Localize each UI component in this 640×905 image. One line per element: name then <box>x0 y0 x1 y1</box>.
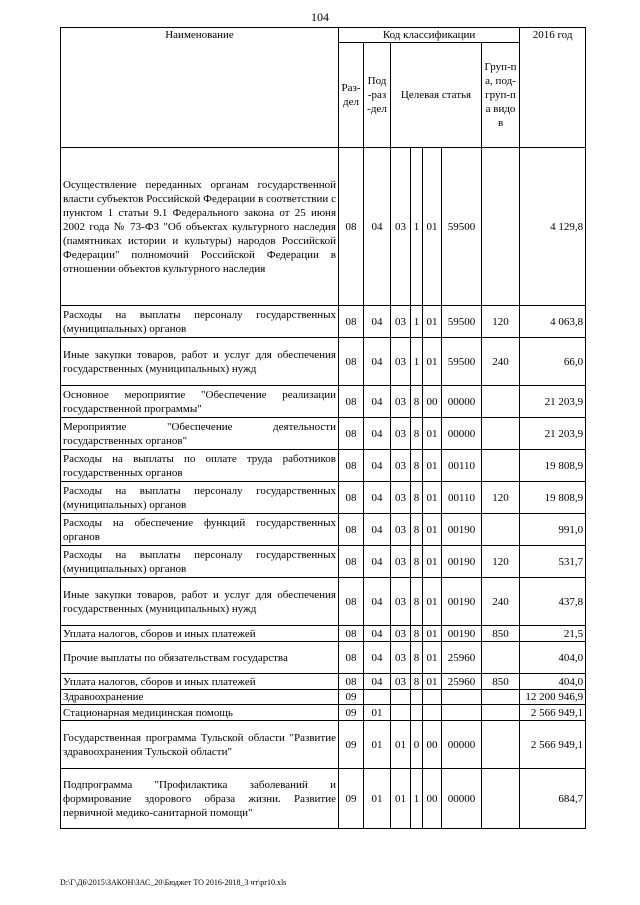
table-row <box>61 578 586 626</box>
row-target-event: 01 <box>423 418 442 450</box>
row-name: Здравоохранение <box>61 690 339 705</box>
row-razdel: 08 <box>339 418 364 450</box>
table-row <box>61 721 586 769</box>
header-year: 2016 год <box>520 28 586 148</box>
row-amount: 404,0 <box>520 674 586 690</box>
row-target-direction: 59500 <box>442 148 482 306</box>
header-target: Целевая статья <box>391 43 482 148</box>
row-amount: 4 063,8 <box>520 306 586 338</box>
row-name: Мероприятие "Обеспечение деятельности государственных органов" <box>61 418 339 450</box>
row-podrazdel: 04 <box>364 148 391 306</box>
row-target-event <box>423 690 442 705</box>
row-amount: 19 808,9 <box>520 482 586 514</box>
row-podrazdel: 04 <box>364 418 391 450</box>
table-row <box>61 148 586 306</box>
header-group: Груп-па, под-груп-па видов <box>482 43 520 148</box>
row-target-event: 01 <box>423 148 442 306</box>
row-razdel: 08 <box>339 338 364 386</box>
row-expense-type: 850 <box>482 674 520 690</box>
row-target-direction: 00000 <box>442 386 482 418</box>
row-target-subprogram: 8 <box>411 626 423 642</box>
table-row <box>61 482 586 514</box>
row-podrazdel: 04 <box>364 338 391 386</box>
row-expense-type <box>482 690 520 705</box>
row-expense-type: 120 <box>482 306 520 338</box>
row-target-program: 03 <box>391 626 411 642</box>
row-target-program: 03 <box>391 418 411 450</box>
table-row <box>61 386 586 418</box>
row-target-program: 03 <box>391 578 411 626</box>
row-target-event: 01 <box>423 674 442 690</box>
row-target-subprogram <box>411 705 423 721</box>
row-target-subprogram: 8 <box>411 450 423 482</box>
row-expense-type <box>482 642 520 674</box>
row-podrazdel: 01 <box>364 721 391 769</box>
table-row <box>61 690 586 705</box>
row-amount: 2 566 949,1 <box>520 705 586 721</box>
table-row <box>61 642 586 674</box>
header-subsection: Под-раз-дел <box>364 43 391 148</box>
row-target-direction: 00190 <box>442 514 482 546</box>
row-target-event: 00 <box>423 721 442 769</box>
row-podrazdel: 01 <box>364 705 391 721</box>
row-podrazdel: 04 <box>364 546 391 578</box>
row-amount: 12 200 946,9 <box>520 690 586 705</box>
row-name: Расходы на выплаты персоналу государственных (муниципальных) органов <box>61 482 339 514</box>
row-expense-type: 240 <box>482 338 520 386</box>
table-body <box>61 148 586 829</box>
row-target-event: 01 <box>423 546 442 578</box>
row-name: Уплата налогов, сборов и иных платежей <box>61 626 339 642</box>
row-target-subprogram: 0 <box>411 721 423 769</box>
row-name: Стационарная медицинская помощь <box>61 705 339 721</box>
row-amount: 4 129,8 <box>520 148 586 306</box>
row-podrazdel: 04 <box>364 626 391 642</box>
row-target-event: 00 <box>423 386 442 418</box>
row-expense-type <box>482 386 520 418</box>
row-target-direction: 00000 <box>442 418 482 450</box>
row-amount: 404,0 <box>520 642 586 674</box>
row-target-subprogram: 8 <box>411 578 423 626</box>
file-path-footer: D:\Г\Д6\2015\ЗАКОН\ЗАС_20\Бюджет ТО 2016-2018_3 чт\pr10.xls <box>60 878 287 887</box>
row-podrazdel: 04 <box>364 482 391 514</box>
row-target-subprogram: 8 <box>411 642 423 674</box>
row-amount: 21 203,9 <box>520 418 586 450</box>
row-podrazdel: 04 <box>364 578 391 626</box>
header-classification: Код классификации <box>339 28 520 43</box>
header-section: Раз-дел <box>339 43 364 148</box>
row-target-program: 03 <box>391 546 411 578</box>
row-razdel: 08 <box>339 482 364 514</box>
row-target-direction: 59500 <box>442 338 482 386</box>
row-target-direction <box>442 690 482 705</box>
row-razdel: 09 <box>339 721 364 769</box>
row-podrazdel: 04 <box>364 450 391 482</box>
table-row <box>61 338 586 386</box>
row-target-direction: 00190 <box>442 578 482 626</box>
row-expense-type <box>482 514 520 546</box>
row-name: Уплата налогов, сборов и иных платежей <box>61 674 339 690</box>
row-amount: 21,5 <box>520 626 586 642</box>
row-razdel: 08 <box>339 642 364 674</box>
row-target-direction: 00190 <box>442 546 482 578</box>
row-target-event: 01 <box>423 306 442 338</box>
row-podrazdel: 04 <box>364 674 391 690</box>
row-razdel: 08 <box>339 578 364 626</box>
row-target-direction: 25960 <box>442 642 482 674</box>
row-target-direction: 00000 <box>442 769 482 829</box>
page-number: 104 <box>311 10 329 24</box>
row-target-direction <box>442 705 482 721</box>
row-podrazdel <box>364 690 391 705</box>
row-target-program <box>391 690 411 705</box>
row-name: Основное мероприятие "Обеспечение реализации государственной программы" <box>61 386 339 418</box>
row-podrazdel: 01 <box>364 769 391 829</box>
table-row <box>61 626 586 642</box>
row-razdel: 08 <box>339 674 364 690</box>
row-target-event: 00 <box>423 769 442 829</box>
row-target-subprogram: 8 <box>411 546 423 578</box>
row-name: Иные закупки товаров, работ и услуг для обеспечения государственных (муниципальных) нужд <box>61 338 339 386</box>
row-target-program: 03 <box>391 338 411 386</box>
row-name: Иные закупки товаров, работ и услуг для обеспечения государственных (муниципальных) нужд <box>61 578 339 626</box>
row-expense-type <box>482 418 520 450</box>
row-name: Расходы на обеспечение функций государственных органов <box>61 514 339 546</box>
row-target-subprogram: 1 <box>411 769 423 829</box>
row-amount: 21 203,9 <box>520 386 586 418</box>
row-target-event: 01 <box>423 642 442 674</box>
row-target-event: 01 <box>423 626 442 642</box>
row-target-subprogram: 8 <box>411 514 423 546</box>
row-target-program: 03 <box>391 674 411 690</box>
row-target-program <box>391 705 411 721</box>
row-expense-type <box>482 721 520 769</box>
row-target-program: 01 <box>391 721 411 769</box>
row-target-direction: 00110 <box>442 482 482 514</box>
header-name: Наименование <box>61 28 339 148</box>
row-target-subprogram: 8 <box>411 482 423 514</box>
row-target-event: 01 <box>423 338 442 386</box>
table-row <box>61 705 586 721</box>
row-expense-type <box>482 450 520 482</box>
row-target-program: 03 <box>391 386 411 418</box>
row-podrazdel: 04 <box>364 514 391 546</box>
row-target-subprogram <box>411 690 423 705</box>
row-target-direction: 00190 <box>442 626 482 642</box>
row-target-program: 01 <box>391 769 411 829</box>
row-razdel: 08 <box>339 546 364 578</box>
row-amount: 531,7 <box>520 546 586 578</box>
table-row <box>61 674 586 690</box>
row-amount: 2 566 949,1 <box>520 721 586 769</box>
row-name: Государственная программа Тульской области "Развитие здравоохранения Тульской области" <box>61 721 339 769</box>
row-target-program: 03 <box>391 148 411 306</box>
row-target-direction: 00110 <box>442 450 482 482</box>
row-podrazdel: 04 <box>364 306 391 338</box>
row-target-subprogram: 8 <box>411 674 423 690</box>
budget-table <box>60 27 586 829</box>
row-amount: 684,7 <box>520 769 586 829</box>
table-row <box>61 306 586 338</box>
row-target-event <box>423 705 442 721</box>
row-target-subprogram: 8 <box>411 418 423 450</box>
row-razdel: 09 <box>339 769 364 829</box>
row-razdel: 08 <box>339 386 364 418</box>
row-target-program: 03 <box>391 450 411 482</box>
row-target-subprogram: 1 <box>411 148 423 306</box>
row-razdel: 08 <box>339 450 364 482</box>
row-name: Подпрограмма "Профилактика заболеваний и формирование здорового образа жизни. Развитие первичной медико-санитарной помощи" <box>61 769 339 829</box>
table-row <box>61 418 586 450</box>
row-name: Расходы на выплаты по оплате труда работников государственных органов <box>61 450 339 482</box>
row-expense-type: 850 <box>482 626 520 642</box>
row-podrazdel: 04 <box>364 642 391 674</box>
table-row <box>61 450 586 482</box>
row-target-event: 01 <box>423 514 442 546</box>
row-target-direction: 00000 <box>442 721 482 769</box>
row-target-program: 03 <box>391 642 411 674</box>
row-amount: 437,8 <box>520 578 586 626</box>
row-name: Расходы на выплаты персоналу государственных (муниципальных) органов <box>61 306 339 338</box>
row-name: Расходы на выплаты персоналу государственных (муниципальных) органов <box>61 546 339 578</box>
row-target-program: 03 <box>391 482 411 514</box>
row-name: Прочие выплаты по обязательствам государства <box>61 642 339 674</box>
row-name: Осуществление переданных органам государственной власти субъектов Российской Федерации в соответствии с пунктом 1 статьи 9.1 Федерального закона от 25 июня 2002 года № 73-ФЗ "Об объектах культурного наследия (памятниках истории и культуры) народов Российской Федерации" полномочий Российской Федерации в отношении объектов культурного наследия <box>61 148 339 306</box>
table-row <box>61 546 586 578</box>
row-razdel: 08 <box>339 148 364 306</box>
row-target-subprogram: 1 <box>411 306 423 338</box>
row-amount: 991,0 <box>520 514 586 546</box>
row-razdel: 08 <box>339 626 364 642</box>
row-razdel: 09 <box>339 705 364 721</box>
row-target-direction: 59500 <box>442 306 482 338</box>
row-target-event: 01 <box>423 482 442 514</box>
row-target-event: 01 <box>423 578 442 626</box>
row-target-program: 03 <box>391 306 411 338</box>
row-expense-type: 240 <box>482 578 520 626</box>
row-amount: 66,0 <box>520 338 586 386</box>
table-row <box>61 769 586 829</box>
row-target-direction: 25960 <box>442 674 482 690</box>
row-podrazdel: 04 <box>364 386 391 418</box>
row-expense-type <box>482 148 520 306</box>
row-amount: 19 808,9 <box>520 450 586 482</box>
row-razdel: 09 <box>339 690 364 705</box>
row-expense-type <box>482 769 520 829</box>
table-row <box>61 514 586 546</box>
row-target-subprogram: 1 <box>411 338 423 386</box>
row-expense-type <box>482 705 520 721</box>
row-razdel: 08 <box>339 514 364 546</box>
row-expense-type: 120 <box>482 482 520 514</box>
row-target-subprogram: 8 <box>411 386 423 418</box>
row-target-program: 03 <box>391 514 411 546</box>
row-expense-type: 120 <box>482 546 520 578</box>
row-razdel: 08 <box>339 306 364 338</box>
row-target-event: 01 <box>423 450 442 482</box>
